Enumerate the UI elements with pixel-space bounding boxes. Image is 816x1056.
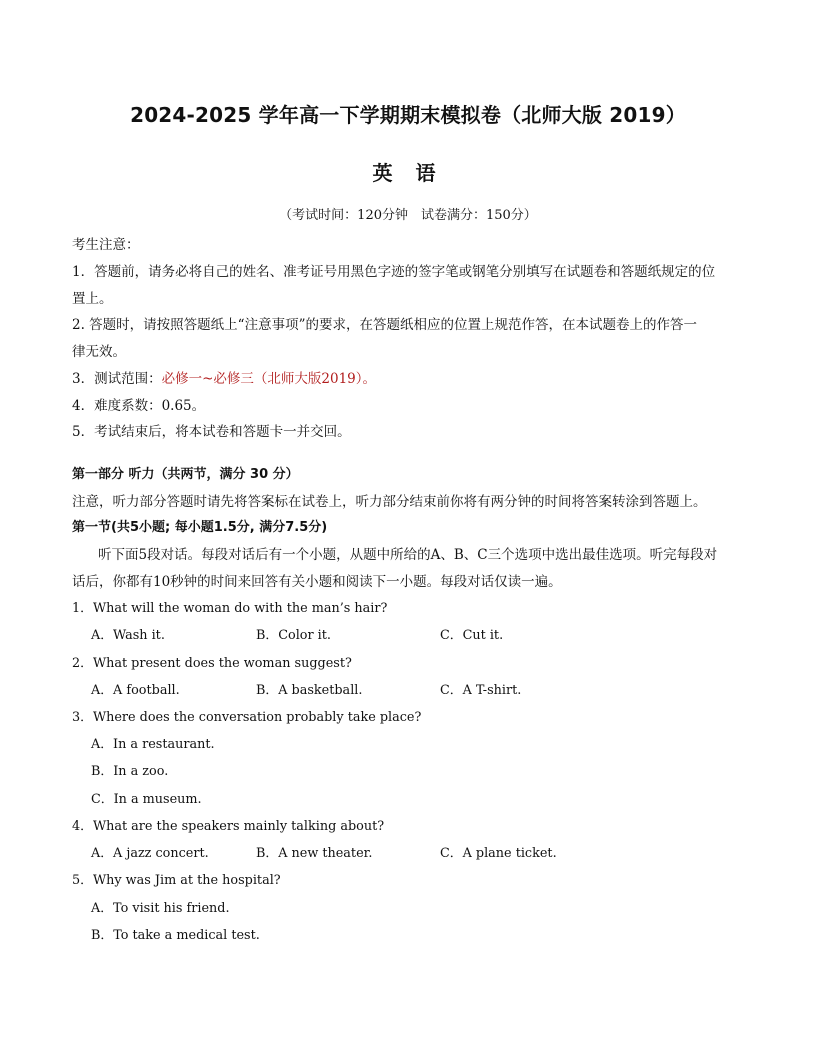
question-4: 4．What are the speakers mainly talking about? — [72, 819, 385, 834]
notice-item-4: 4．难度系数：0.65。 — [72, 398, 206, 414]
q3-option-b: B．In a zoo. — [91, 764, 169, 779]
q4-option-b: B．A new theater. — [256, 846, 373, 861]
q2-option-c: C．A T-shirt. — [440, 683, 522, 698]
part-heading: 第一节(共5小题; 每小题1.5分, 满分7.5分) — [72, 520, 328, 535]
question-3: 3．Where does the conversation probably take place? — [72, 710, 422, 725]
q5-option-a: A．To visit his friend. — [91, 901, 230, 916]
question-5: 5．Why was Jim at the hospital? — [72, 873, 281, 888]
notice-heading: 考生注意： — [72, 237, 140, 253]
q4-option-a: A．A jazz concert. — [91, 846, 209, 861]
question-1: 1．What will the woman do with the man’s hair? — [72, 601, 388, 616]
exam-title: 2024-2025 学年高一下学期期末模拟卷（北师大版 2019） — [130, 103, 686, 127]
instructions-cont: 话后，你都有10秒钟的时间来回答有关小题和阅读下一小题。每段对话仅读一遍。 — [72, 574, 562, 590]
question-2: 2．What present does the woman suggest? — [72, 656, 352, 671]
q3-option-a: A．In a restaurant. — [91, 737, 215, 752]
notice-item-3-label: 3．测试范围： — [72, 371, 162, 387]
q3-option-c: C．In a museum. — [91, 792, 202, 807]
notice-item-1-cont: 置上。 — [72, 291, 113, 307]
q1-option-c: C．Cut it. — [440, 628, 504, 643]
section-heading: 第一部分 听力（共两节，满分 30 分） — [72, 467, 299, 482]
q2-option-b: B．A basketball. — [256, 683, 363, 698]
q1-option-a: A．Wash it. — [91, 628, 165, 643]
instructions: 听下面5段对话。每段对话后有一个小题，从题中所给的A、B、C三个选项中选出最佳选项。听完每段对 — [98, 547, 718, 563]
listening-note: 注意，听力部分答题时请先将答案标在试卷上，听力部分结束前你将有两分钟的时间将答案转涂到答题上。 — [72, 494, 707, 510]
q5-option-b: B．To take a medical test. — [91, 928, 260, 943]
subject-title: 英 语 — [372, 161, 444, 185]
notice-item-2: 2. 答题时，请按照答题纸上“注意事项”的要求，在答题纸相应的位置上规范作答，在本试题卷上的作答一 — [72, 317, 697, 333]
notice-item-5: 5．考试结束后，将本试卷和答题卡一并交回。 — [72, 424, 351, 440]
notice-item-1: 1．答题前，请务必将自己的姓名、准考证号用黑色字迹的签字笔或钢笔分别填写在试题卷和答题纸规定的位 — [72, 264, 716, 280]
exam-time-score: （考试时间：120分钟 试卷满分：150分） — [279, 208, 537, 223]
q2-option-a: A．A football. — [91, 683, 180, 698]
q1-option-b: B．Color it. — [256, 628, 331, 643]
notice-item-3 — [72, 367, 376, 387]
notice-item-2-cont: 律无效。 — [72, 344, 126, 360]
test-range: 必修一~必修三（北师大版2019）。 — [161, 371, 377, 387]
q4-option-c: C．A plane ticket. — [440, 846, 557, 861]
